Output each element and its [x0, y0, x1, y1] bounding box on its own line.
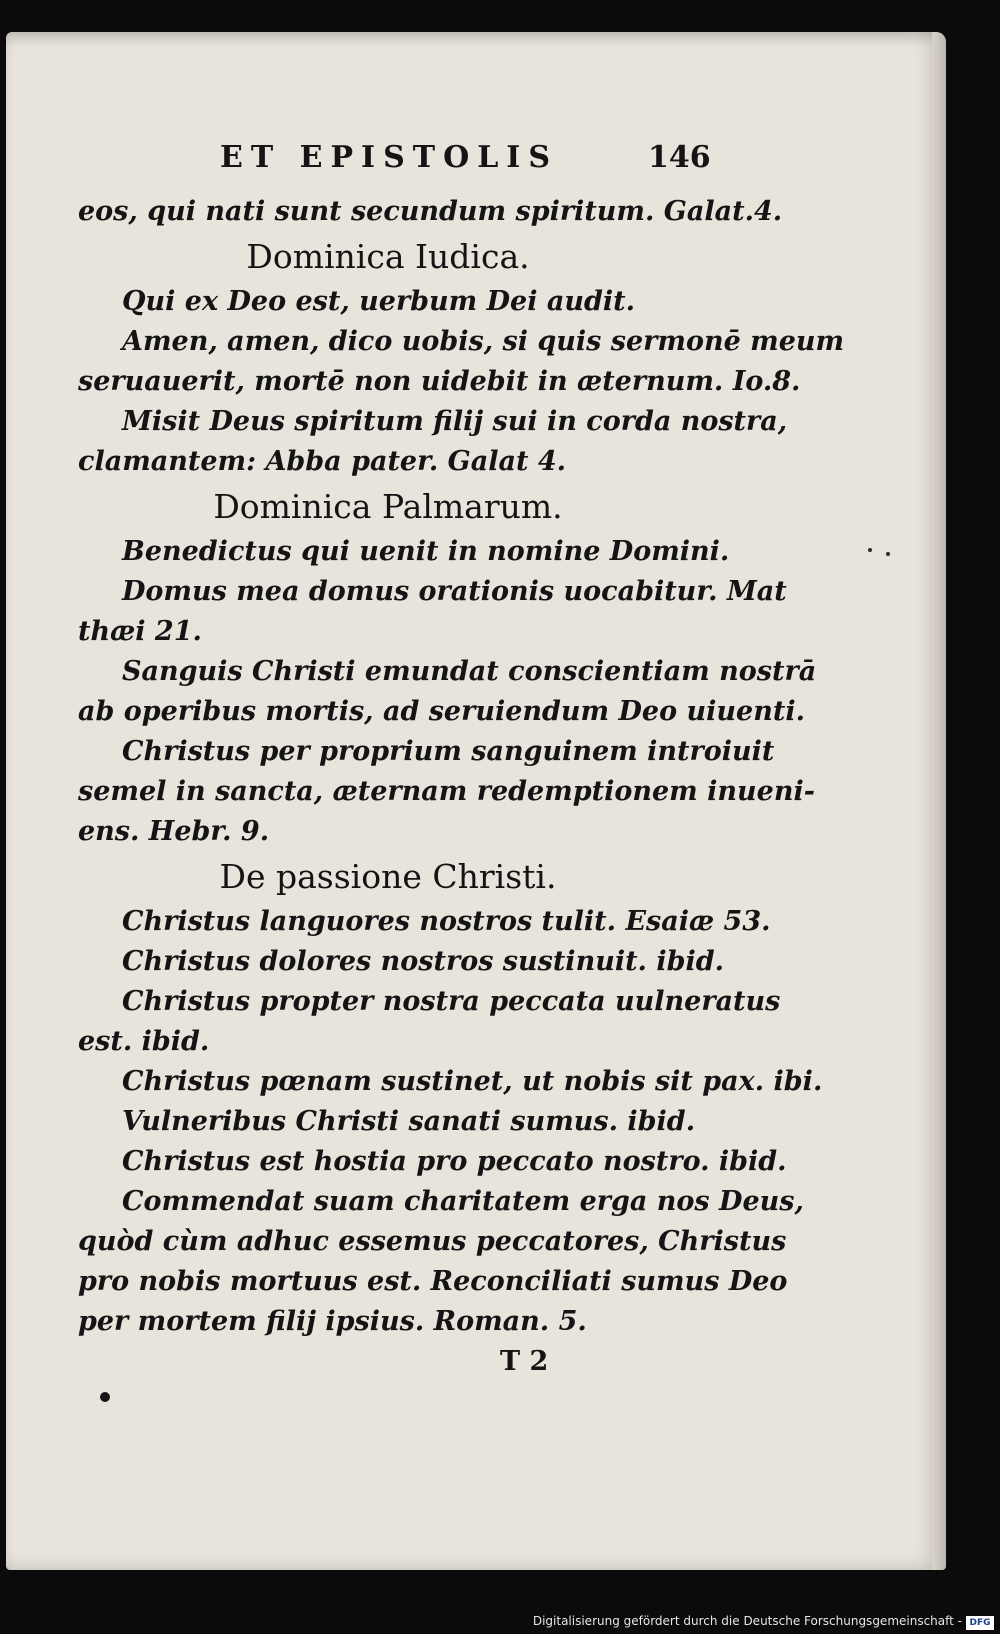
text-line: seruauerit, mortē non uidebit in æternum. Io.8.	[78, 366, 801, 397]
page-edge-shadow	[932, 32, 946, 1570]
digitization-credit: Digitalisierung gefördert durch die Deutsche Forschungsgemeinschaft -	[532, 1614, 962, 1628]
text-line: Benedictus qui uenit in nomine Domini.	[122, 536, 730, 567]
ink-speck	[886, 552, 890, 556]
text-line: Christus per proprium sanguinem introiuit	[122, 736, 775, 767]
ink-speck	[868, 548, 872, 552]
section-heading: De passione Christi.	[219, 857, 557, 896]
text-line: Misit Deus spiritum filij sui in corda nostra,	[122, 406, 788, 437]
text-line: quòd cùm adhuc essemus peccatores, Christus	[78, 1226, 787, 1257]
text-line: Commendat suam charitatem erga nos Deus,	[122, 1186, 804, 1217]
text-line: pro nobis mortuus est. Reconciliati sumus Deo	[78, 1266, 788, 1297]
text-line: Christus propter nostra peccata uulneratus	[122, 986, 781, 1017]
dfg-logo: DFG	[966, 1616, 994, 1630]
text-line: clamantem: Abba pater. Galat 4.	[78, 446, 567, 477]
text-line: Amen, amen, dico uobis, si quis sermonē meum	[122, 326, 845, 357]
text-line: est. ibid.	[78, 1026, 210, 1057]
text-line: Sanguis Christi emundat conscientiam nostrā	[122, 656, 817, 687]
text-line: Christus languores nostros tulit. Esaiæ 53.	[122, 906, 771, 937]
text-line: eos, qui nati sunt secundum spiritum. Galat.4.	[78, 196, 783, 227]
body-text	[78, 192, 845, 1342]
text-line: Christus est hostia pro peccato nostro. ibid.	[122, 1146, 787, 1177]
section-heading: Dominica Palmarum.	[213, 487, 563, 526]
text-line: ens. Hebr. 9.	[78, 816, 270, 847]
text-line: Vulneribus Christi sanati sumus. ibid.	[122, 1106, 696, 1137]
text-line: per mortem filij ipsius. Roman. 5.	[78, 1306, 587, 1337]
running-head: ET EPISTOLIS	[220, 140, 559, 175]
text-line: Domus mea domus orationis uocabitur. Mat	[122, 576, 787, 607]
ink-dot	[100, 1392, 110, 1402]
text-line: semel in sancta, æternam redemptionem inueni-	[78, 776, 815, 807]
section-heading: Dominica Iudica.	[246, 237, 530, 276]
text-line: ab operibus mortis, ad seruiendum Deo uiuenti.	[78, 696, 805, 727]
text-line: Christus pœnam sustinet, ut nobis sit pax. ibi.	[122, 1066, 823, 1097]
signature-mark: T 2	[500, 1346, 549, 1377]
text-line: thæi 21.	[78, 616, 202, 647]
text-line: Christus dolores nostros sustinuit. ibid.	[122, 946, 725, 977]
text-line: Qui ex Deo est, uerbum Dei audit.	[122, 286, 636, 317]
page-number: 146	[648, 140, 711, 175]
